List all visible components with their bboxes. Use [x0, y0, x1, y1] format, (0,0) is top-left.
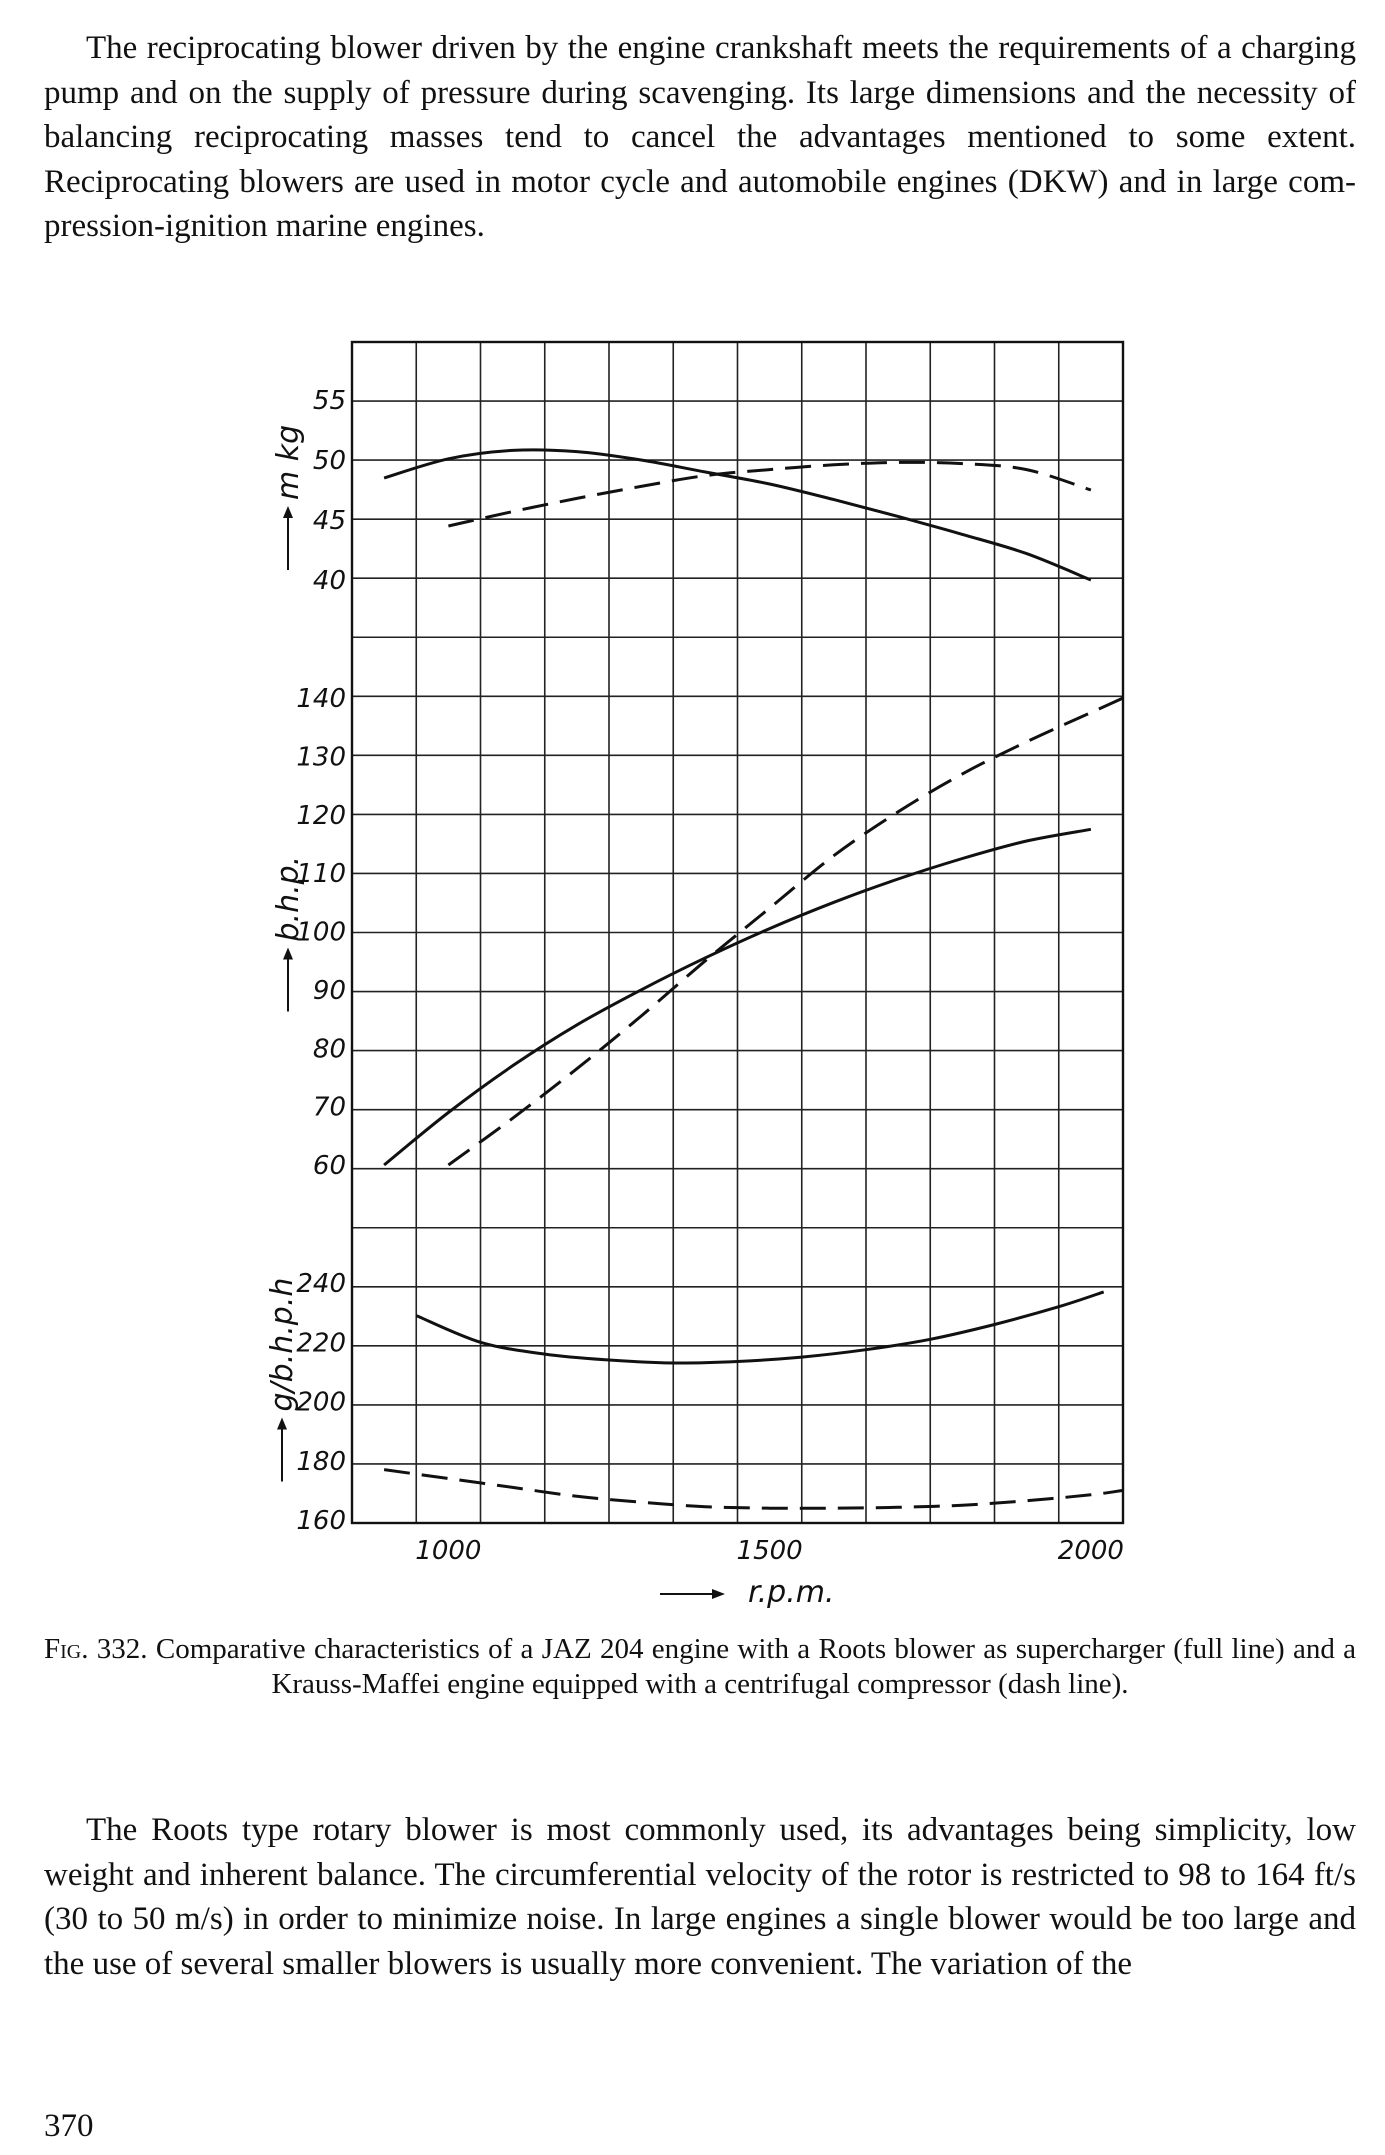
consumption-tick-label: 160 — [296, 1506, 346, 1536]
torque-ylabel: m kg — [271, 424, 306, 500]
power-tick-label: 100 — [296, 917, 346, 948]
arrow-head-icon — [283, 948, 293, 960]
consumption-ylabel: g/b.h.p.h — [265, 1277, 300, 1412]
figure-caption-text: Comparative characteristics of a JAZ 204 engine with a Roots blower as supercharger (full line) and a Krauss-Maffei engine equipped with a centrifugal compressor (dash line). — [147, 1633, 1356, 1700]
consumption-dash-curve — [384, 1470, 1123, 1509]
consumption-full-curve — [416, 1292, 1103, 1363]
torque-tick-label: 55 — [312, 386, 346, 416]
power-tick-label: 90 — [312, 975, 346, 1006]
x-axis-label: r.p.m. — [748, 1575, 835, 1610]
arrow-head-icon — [712, 1589, 725, 1599]
power-tick-label: 110 — [296, 859, 346, 890]
consumption-tick-label: 180 — [296, 1446, 346, 1477]
power-ylabel: b.h.p. — [271, 855, 306, 942]
page-number: 370 — [44, 2108, 94, 2144]
arrow-head-icon — [283, 506, 293, 518]
torque-tick-label: 50 — [312, 446, 346, 476]
power-tick-label: 130 — [296, 742, 346, 773]
body-paragraph-top: The reciprocating blower driven by the engine crankshaft meets the requirements of a charging pump and on the supply of pressure during scavenging. Its large dimensions and the necessity of balancing reciprocating masses tend to cancel the advantages mentioned to some extent. Reciprocating blowers are used in motor cycle and automobile engines (DKW) and in large compression-ignition marine engines. — [44, 30, 1356, 244]
power-tick-label: 120 — [296, 800, 346, 831]
engine-characteristics-chart — [0, 300, 1385, 1620]
torque-tick-label: 45 — [312, 506, 346, 536]
torque-axis-label — [271, 425, 306, 570]
consumption-tick-label: 240 — [296, 1269, 346, 1299]
power-tick-label: 140 — [296, 684, 346, 714]
torque-tick-label: 40 — [312, 566, 346, 596]
x-tick-label: 1500 — [736, 1536, 803, 1566]
consumption-tick-label: 220 — [296, 1328, 346, 1359]
power-tick-label: 60 — [312, 1151, 346, 1181]
consumption-tick-label: 200 — [296, 1387, 346, 1418]
power-axis-label — [271, 856, 306, 1012]
power-dash-curve — [448, 698, 1123, 1165]
power-tick-label: 70 — [312, 1092, 346, 1123]
power-tick-label: 80 — [312, 1034, 346, 1065]
x-tick-label: 1000 — [415, 1536, 482, 1566]
arrow-head-icon — [277, 1418, 287, 1430]
consumption-axis-label — [265, 1278, 300, 1482]
chart-curves — [384, 450, 1123, 1508]
chart-grid — [352, 342, 1123, 1523]
body-paragraph-bottom: The Roots type rotary blower is most commonly used, its advantages being simplicity, low weight and inherent balance. The circumferential velocity of the rotor is restricted to 98 to 164 ft/s (30 to 50 m/s) in order to minimize noise. In large engines a single blower would be too large and the use of several smaller blowers is usually more convenient. The variation of the — [44, 1812, 1356, 1982]
x-tick-label: 2000 — [1057, 1536, 1124, 1566]
figure-label: Fig. 332. — [44, 1633, 148, 1665]
figure-caption — [44, 1632, 1356, 1702]
